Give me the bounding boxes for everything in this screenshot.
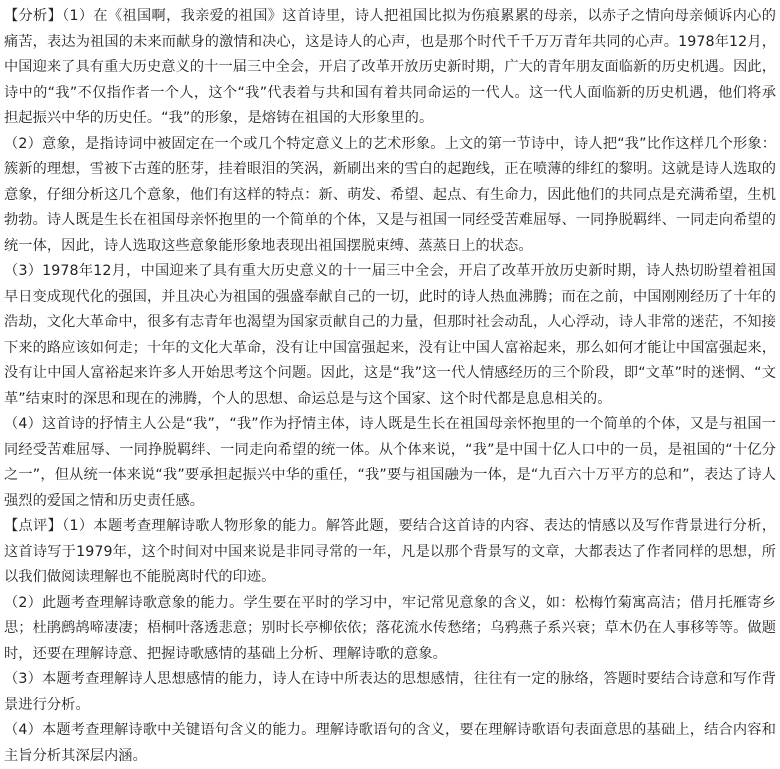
analysis-paragraph-3: （3）1978年12月，中国迎来了具有重大历史意义的十一届三中全会，开启了改革开放历史新时期，诗人热切盼望着祖国早日变成现代化的强国，并且决心为祖国的强盛奉献自己的一切，此时的诗人热血沸腾；而在之前，中国刚刚经历了十年的浩劫，文化大革命中，很多有志青年也渴望为国家贡献自己的力量，但那时社会动乱，人心浮动，诗人非常的迷茫，不知接下来的路应该如何走；十年的文化大革命，没有让中国富强起来，没有让中国人富裕起来，那么如何才能让中国富强起来，没有让中国人富裕起来许多人开始思考这个问题。因此，这是“我”这一代人情感经历的三个阶段，即“文革”时的迷惘、“文革”结束时的深思和现在的沸腾，个人的思想、命运总是与这个国家、这个时代都是息息相关的。 xyxy=(4,263,776,407)
comment-paragraph-3: （3）本题考查理解诗人思想感情的能力，诗人在诗中所表达的思想感情，往往有一定的脉络，答题时要结合诗意和写作背景进行分析。 xyxy=(4,671,776,713)
comment-paragraph-2: （2）此题考查理解诗歌意象的能力。学生要在平时的学习中，牢记常见意象的含义，如：松梅竹菊寓高洁；借月托雁寄乡思；杜鹃鹧鸪啼凄凄；梧桐叶落透悲意；别时长亭柳依依；落花流水传愁绪；乌鸦燕子系兴衰；草木仍在人事移等等。做题时，还要在理解诗意、把握诗歌感情的基础上分析、理解诗歌的意象。 xyxy=(4,594,776,662)
comment-paragraph-1: 【点评】（1）本题考查理解诗歌人物形象的能力。解答此题，要结合这首诗的内容、表达的情感以及写作背景进行分析，这首诗写于1979年，这个时间对中国来说是非同寻常的一年，凡是以那个背景写的文章，大都表达了作者同样的思想，所以我们做阅读理解也不能脱离时代的印迹。 xyxy=(4,518,776,585)
comment-paragraph-4: （4）本题考查理解诗歌中关键语句含义的能力。理解诗歌语句的含义，要在理解诗歌语句表面意思的基础上，结合内容和主旨分析其深层内涵。 xyxy=(4,722,776,764)
analysis-paragraph-4: （4）这首诗的抒情主人公是“我”，“我”作为抒情主体，诗人既是生长在祖国母亲怀抱里的一个简单的个体，又是与祖国一同经受苦难屈辱、一同挣脱羁绊、一同走向希望的统一体。从个体来说，“我”是中国十亿人口中的一员，是祖国的“十亿分之一”，但从统一体来说“我”要承担起振兴中华的重任，“我”要与祖国融为一体，是“九百六十万平方的总和”，表达了诗人强烈的爱国之情和历史责任感。 xyxy=(4,416,776,509)
analysis-paragraph-2: （2）意象，是指诗词中被固定在一个或几个特定意义上的艺术形象。上文的第一节诗中，诗人把“我”比作这样几个形象：簇新的理想，雪被下古莲的胚芽，挂着眼泪的笑涡，新刷出来的雪白的起跑线，正在喷薄的绯红的黎明。这就是诗人选取的意象，仔细分析这几个意象，他们有这样的特点：新、萌发、希望、起点、有生命力，因此他们的共同点是充满希望，生机勃勃。诗人既是生长在祖国母亲怀抱里的一个简单的个体，又是与祖国一同经受苦难屈辱、一同挣脱羁绊、一同走向希望的统一体，因此，诗人选取这些意象能形象地表现出祖国摆脱束缚、蒸蒸日上的状态。 xyxy=(4,135,776,254)
analysis-paragraph-1: 【分析】（1）在《祖国啊，我亲爱的祖国》这首诗里，诗人把祖国比拟为伤痕累累的母亲，以赤子之情向母亲倾诉内心的痛苦，表达为祖国的未来而献身的激情和决心，这是诗人的心声，也是那个时代千千万万青年共同的心声。1978年12月，中国迎来了具有重大历史意义的十一届三中全会，开启了改革开放历史新时期，广大的青年朋友面临新的历史机遇。因此，诗中的“我”不仅指作者一个人，这个“我”代表着与共和国有着共同命运的一代人。这一代人面临新的历史机遇，他们将承担起振兴中华的历史任。“我”的形象，是熔铸在祖国的大形象里的。 xyxy=(4,8,776,126)
